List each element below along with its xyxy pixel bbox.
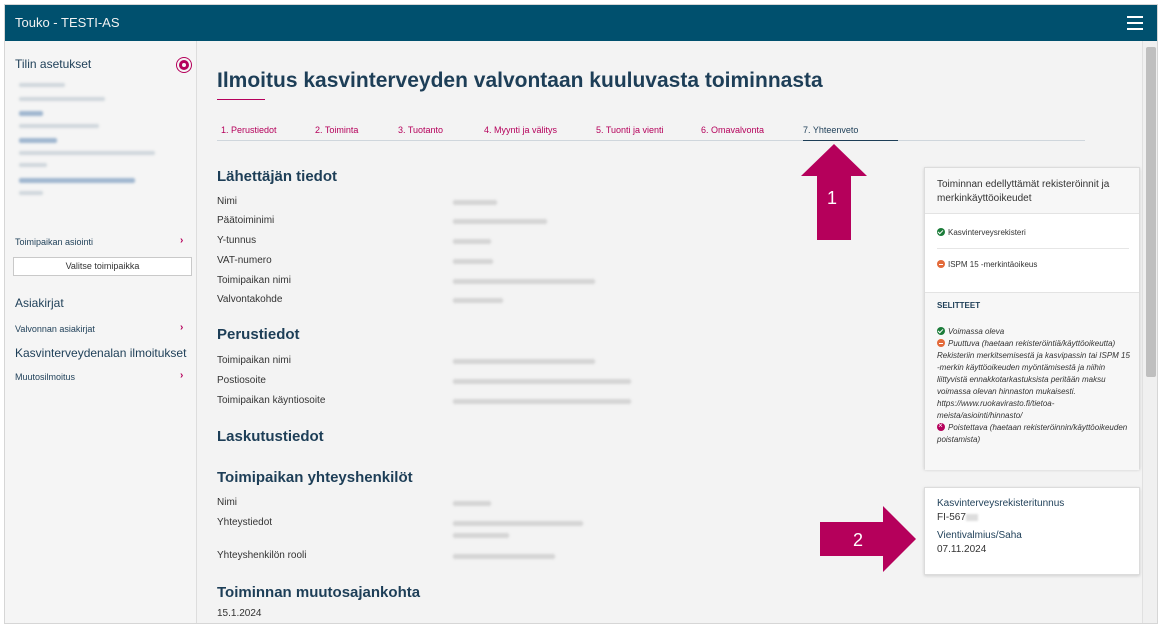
field-label: Toimipaikan nimi — [217, 355, 291, 366]
step-tabs — [217, 125, 1085, 141]
blurred-value — [453, 239, 491, 244]
registrations-card-heading: Toiminnan edellyttämät rekisteröinnit ja merkinkäyttöoikeudet — [925, 168, 1139, 214]
blurred-label — [19, 178, 135, 183]
registrations-card — [924, 167, 1140, 469]
field-label: Yhteystiedot — [217, 517, 273, 528]
change-notice-link[interactable]: Muutosilmoitus — [15, 372, 76, 382]
register-id-label: Kasvinterveysrekisteritunnus — [937, 498, 1065, 509]
contacts-heading: Toimipaikan yhteyshenkilöt — [217, 469, 413, 486]
change-time-value: 15.1.2024 — [217, 608, 262, 619]
field-label: Valvontakohde — [217, 294, 283, 305]
blurred-label — [19, 138, 57, 143]
blurred-value — [453, 298, 503, 303]
pending-explanation: Puuttuva (haetaan rekisteröintiä/käyttöoikeutta) Rekisteriin merkitsemisestä ja kasvipassin tai ISPM 15 -merkin käyttöoikeuden myöntämisestä ja niihin liittyvistä ennakkotarkastuksista peritään maksu voimassa olevan hinnaston mukaisesti. https://www.ruokavirasto.fi/tietoa-meista/asiointi/hinnasto/ — [937, 339, 1130, 420]
field-label: VAT-numero — [217, 255, 272, 266]
blurred-value — [453, 279, 595, 284]
blurred-company-name — [19, 97, 105, 101]
blurred-value — [453, 219, 547, 224]
sidebar — [5, 41, 197, 624]
registration-item-label: ISPM 15 -merkintäoikeus — [948, 260, 1038, 269]
change-time-heading: Toiminnan muutosajankohta — [217, 584, 421, 601]
tab-omavalvonta[interactable]: 6. Omavalvonta — [701, 125, 765, 135]
tab-myynti-ja-valitys[interactable]: 4. Myynti ja välitys — [484, 125, 558, 135]
divider — [937, 248, 1129, 249]
billing-heading: Laskutustiedot — [217, 428, 324, 445]
removable-explanation: Poistettava (haetaan rekisteröinnin/käyttöoikeuden poistamista) — [937, 423, 1128, 444]
field-label: Toimipaikan käyntiosoite — [217, 395, 326, 406]
blurred-text — [19, 163, 47, 167]
check-circle-icon — [937, 228, 945, 236]
page-title: Ilmoitus kasvinterveyden valvontaan kuuluvasta toiminnasta — [217, 69, 823, 92]
annotation-number-1: 1 — [827, 188, 838, 208]
field-label: Y-tunnus — [217, 235, 257, 246]
chevron-right-icon[interactable]: › — [180, 322, 184, 333]
field-label: Postiosoite — [217, 375, 266, 386]
account-settings-heading: Tilin asetukset — [15, 57, 92, 71]
gear-icon[interactable] — [179, 60, 189, 70]
blurred-value — [453, 399, 631, 404]
tab-tuotanto[interactable]: 3. Tuotanto — [398, 125, 444, 135]
blurred-text — [19, 151, 155, 155]
blurred-text — [19, 124, 99, 128]
registration-item — [937, 260, 1037, 269]
top-bar — [5, 5, 1157, 41]
tab-tuonti-ja-vienti[interactable]: 5. Tuonti ja vienti — [596, 125, 664, 135]
blurred-value — [453, 533, 509, 538]
main-content — [198, 41, 1138, 624]
tab-yhteenveto[interactable]: 7. Yhteenveto — [803, 125, 898, 141]
sender-heading: Lähettäjän tiedot — [217, 168, 338, 185]
minus-circle-icon — [937, 260, 945, 268]
field-label: Päätoiminimi — [217, 215, 275, 226]
register-id-text: FI-567 — [937, 512, 966, 523]
chevron-right-icon[interactable]: › — [180, 235, 184, 246]
blurred-text — [19, 191, 43, 195]
app-title: Touko - TESTI-AS — [15, 15, 120, 30]
basic-info-heading: Perustiedot — [217, 326, 300, 343]
blurred-label — [19, 111, 43, 116]
registration-item — [937, 228, 1026, 237]
valid-explanation: Voimassa oleva — [948, 327, 1005, 336]
tab-perustiedot[interactable]: 1. Perustiedot — [221, 125, 277, 135]
explanations-heading: SELITTEET — [937, 301, 981, 310]
annotation-arrow-right — [820, 506, 916, 572]
browser-frame — [4, 4, 1158, 624]
scroll-thumb[interactable] — [1146, 47, 1156, 377]
field-label: Toimipaikan nimi — [217, 275, 291, 286]
blurred-value — [453, 521, 583, 526]
scrollbar[interactable] — [1142, 41, 1158, 624]
minus-circle-icon — [937, 339, 945, 347]
documents-heading: Asiakirjat — [15, 296, 64, 310]
blurred-value — [453, 200, 497, 205]
title-underline — [217, 99, 265, 100]
select-site-button[interactable]: Valitse toimipaikka — [13, 257, 192, 276]
field-label: Nimi — [217, 497, 237, 508]
explanations-section — [925, 292, 1139, 470]
check-circle-icon — [937, 327, 945, 335]
tab-toiminta[interactable]: 2. Toiminta — [315, 125, 359, 135]
blurred-value — [453, 379, 631, 384]
hamburger-icon[interactable] — [1127, 16, 1143, 30]
field-label: Nimi — [217, 196, 237, 207]
control-documents-link[interactable]: Valvonnan asiakirjat — [15, 324, 95, 334]
field-label: Yhteyshenkilön rooli — [217, 550, 307, 561]
x-circle-icon — [937, 423, 945, 431]
annotation-number-2: 2 — [853, 530, 864, 550]
plant-health-notices-heading: Kasvinterveydenalan ilmoitukset — [15, 346, 187, 360]
blurred-value — [453, 554, 555, 559]
export-readiness-label: Vientivalmius/Saha — [937, 530, 1022, 541]
blurred-value — [453, 501, 491, 506]
register-id-value — [937, 512, 978, 523]
explanations-body — [937, 326, 1133, 446]
blurred-value — [453, 359, 595, 364]
register-card — [924, 487, 1140, 575]
masked-digits — [966, 514, 978, 521]
chevron-right-icon[interactable]: › — [180, 370, 184, 381]
registration-item-label: Kasvinterveysrekisteri — [948, 228, 1026, 237]
blurred-user-name — [19, 83, 65, 87]
site-business-link[interactable]: Toimipaikan asiointi — [15, 237, 94, 247]
export-readiness-date: 07.11.2024 — [937, 544, 987, 555]
blurred-value — [453, 259, 493, 264]
